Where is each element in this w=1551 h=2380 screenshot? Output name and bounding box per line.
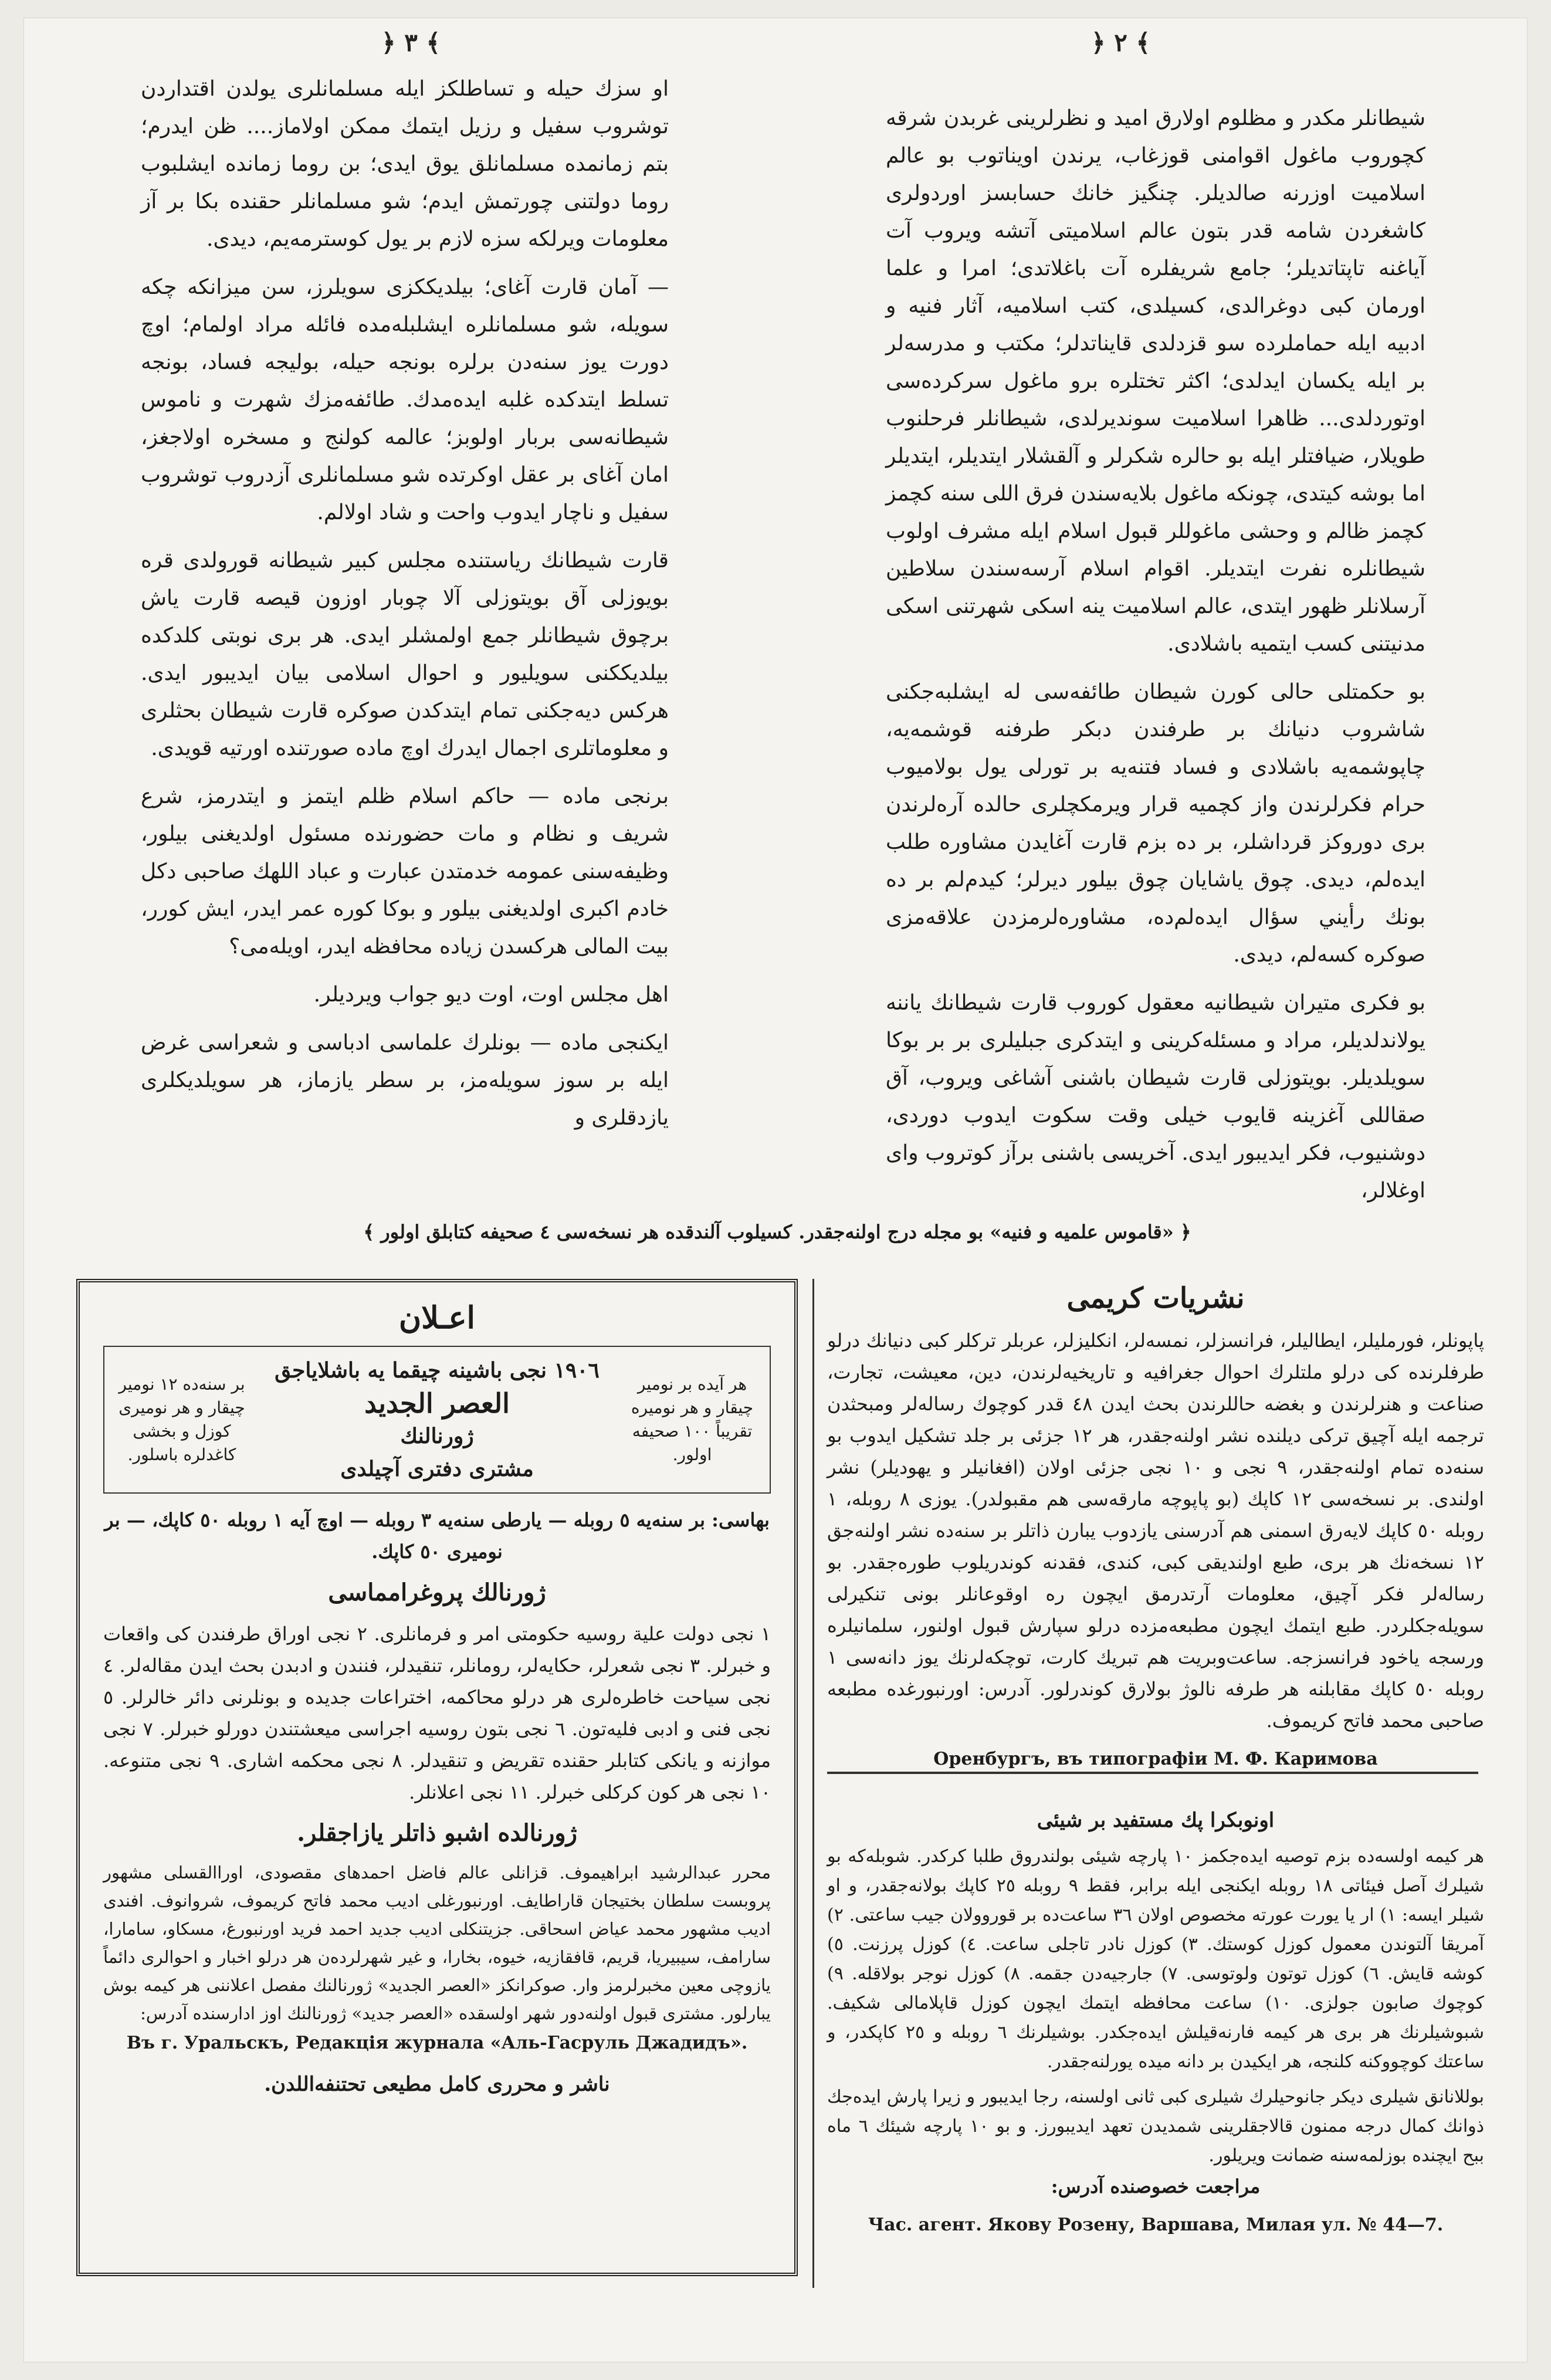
journal-name: العصر الجديد — [364, 1387, 510, 1419]
announcement-header — [103, 1346, 771, 1494]
paragraph: بو فكرى متيران شيطانيه معقول كوروب قارت شيطانك ياننه يولاندلديلر، مراد و مسئله‌كرينى و ايتدكرى جبليلرى بر بر بوكا سويلديلر. بويتوزلى قارت شيطان باشنى آشاغى ويروب، آق صقاللى آغزينه قايوب خيلى وقت سكوت ايدوب دوردى، دوشنيوب، فكر ايديبور ايدى. آخريسى باشنى برآز كوتروب واى اوغلالر، — [886, 991, 1426, 1203]
paragraph: — آمان قارت آغاى؛ بيلديككزى سويلرز، سن ميزانكه چكه سويله، شو مسلمانلره ايشلبله‌مده فائله مراد اولمام؛ اوچ دورت يوز سنه‌دن برلره بونجه حيله، بوليجه فساد، بونجه تسلط ايتدكده غلبه ايده‌مدك. طائفه‌مزك شهرت و ناموس شيطانه‌سى بربار اولوبز؛ عالمه كولنج و مسخره اولاجغز، امان آغاى بر عقل اوكرتده شو مسلمانلرى آزدروب توشروب سفيل و ناچار ايدوب واحت و شاد اولالم. — [141, 275, 669, 524]
price-line: بهاسى: بر سنه‌يه ٥ روبله — يارطى سنه‌يه ٣ روبله — اوچ آيه ١ روبله ٥٠ كاپك، — بر نوميرى ٥٠ كاپك. — [104, 1509, 770, 1563]
announcement-side-right: هر آيده بر نومير چيقار و هر نوميره تقريباً ١٠٠ صحيفه اولور. — [631, 1374, 754, 1464]
announcement-line: ژورنالنك — [400, 1424, 474, 1448]
publications-title: نشريات كريمى — [1066, 1282, 1245, 1315]
useful-items-text: هر كيمه اولسه‌ده بزم توصيه ايده‌جكمز ١٠ پارچه شيئى بولندروق طلبا كركدر. شوبله‌كه بو شيلرك آصل فيئاتى ١٨ روبله ايكنجى ايله برابر، فقط ٩ روبله ٢٥ كاپك بولانه‌جقدر، و او شيلر ايسه: ١) ار يا يورت عورته مخصوص اولان ٣٦ ساعت‌ده بر قوروولان جيب ساعتى. ٢) آمريقا آلتوندن معمول كوزل كوستك. ٣) كوزل نادر تاجلى ساعت. ٤) كوزل پرزنت. ٥) كوشه قايش. ٦) كوزل توتون ولوتوسى. ٧) جارجيه‌دن جقمه. ٨) كوزل نوجر بولاقله. ٩) كوچوك صابون جولزى. ١٠) ساعت محافظه ايتمك ايچون كوزل قاپلامالى شكيف. شبوشيلرنك هر برى هر كيمه فارنه‌قيلش ايده‌جكدر. بوشيلرنك ٦ روبله و ٢٥ كاپكدر، و ساعتك كوچو‌وكنه كلنجه، هر ايكيدن بر دانه ميده يورلنه‌جقدر. — [827, 1846, 1485, 2072]
publications-text: پاپونلر، فورمليلر، ايطاليلر، فرانسزلر، نمسه‌لر، انكليزلر، عربلر تركلر كبى دنيانك درلو طرفلرنده كى درلو ملتلرك احوال جغرافيه و تاريخيه‌لرندن، دين، معيشت، تجارت، صناعت و هنرلرندن و بغضه حاللرندن بحث ايدن ٤٨ قدر كوچوك رساله‌لر ومبحثدن ترجمه ايله آچيق تركى ديلنده نشر اولنه‌جقدر، هر ١٢ جزئى بر جلد تشكيل ايدوب بو سنه‌ده تمام اولنه‌جقدر، ٩ نجى و ١٠ نجى جزئى اولان (افغانيلر و يهوديلر) نشر اولندى. بر نسخه‌سى ١٢ كاپك (بو پاپوچه مارقه‌سى هم مقبولدر). يوزى ٨ روبله، ١ روبله ٥٠ كاپك لايه‌رق اسمنى هم آدرسنى يازدوب يبارن ذاتلر بر سنه‌ده نشر اولنه‌جق ١٢ نسخه‌نك هر برى، طبع اولنديقى كبى، كندى، فقدنه كوندريلوب طوره‌جقدر. بو رساله‌لر فكر آچيق، معلومات آرتدرمق ايچون ره اوقوعانلر بونى تنكيرلى سويله‌جكلردر. طبع ايتمك ايچون مطبعه‌مزده درلو سپارش قبول اولنور، سلمانيلره ورسجه ياخود فرانسزجه. ساعت‌و‌بريت هم تبريك كارت، توچكه‌لرنك يوز دانه‌سى ١ روبله ٥٠ كاپك مقابلنه هر طرفه نالوژ بولارق كوندرلور. آدرس: اورنبورغده مطبعه صاحبى محمد فاتح كريموف. — [827, 1329, 1485, 1732]
newspaper-spread — [23, 18, 1528, 2362]
announcement-center — [252, 1354, 622, 1485]
column-divider — [812, 1279, 814, 2288]
paragraph: قارت شيطانك رياستنده مجلس كبير شيطانه قورولدى قره بويوزلى آق بويتوزلى آلا چوبار اوزون قيصه قارت ياش برچوق شيطانلر جمع اولمشلر ايدى. هر برى نوبتى كلدكده بيلديككنى سويليور و احوال اسلامى بيان ايديبور ايدى. هركس ديه‌جكنى تمام ايتدكدن صوكره قارت شيطان بحثلرى و معلوماتلرى اجمال ايدرك اوچ ماده صورتنده اورتيه قويدى. — [141, 549, 669, 760]
printer-russian: Оренбургъ, въ типографіи М. Ф. Каримова — [933, 1749, 1378, 1769]
right-page-column — [886, 100, 1426, 1203]
page-number-left: ﴿ ٣ ﴾ — [381, 28, 441, 57]
program-title: ژورنالك پروغرامماسى — [328, 1579, 546, 1606]
paragraph: او سزك حيله و تساطلكز ايله مسلمانلرى يولدن اقتداردن توشروب سفيل و رزيل ايتمك ممكن اولاماز.... ظن ايدرم؛ بتم زمانمده مسلمانلق يوق ايدى؛ بن روما زمانده ايشلبوب روما دولتنى چورتمش ايدم؛ شو مسلمانلر حقنده بكا بر آز معلومات ويرلكه سزه لازم بر يول كوسترمه‌يم، ديدى. — [141, 77, 669, 251]
publications-ad — [827, 1279, 1484, 2248]
announcement-box — [76, 1279, 798, 2276]
writers-title: ژورنالده اشبو ذاتلر يازاجقلر. — [297, 1819, 577, 1847]
address-russian: Въ г. Уральскъ, Редакція журнала «Аль-Гасруль Джадидъ». — [126, 2033, 748, 2053]
paragraph: ايكنجى ماده — بونلرك علماسى ادباسى و شعراسى غرض ايله بر سوز سويله‌مز، بر سطر يازماز، هر سويلديكلرى يازدقلرى و — [141, 1031, 669, 1130]
writers-text: محرر عبدالرشيد ابراهيموف. قزانلى عالم فاضل احمدهاى مقصودى، اوراالقسلى مشهور پروبست سلطان بختيجان قاراطايف. اورنبورغلى اديب محمد فاتح كريموف، شروانوف. افندى اديب مشهور محمد عياض اسحاقى. جزيتنكلى اديب جديد احمد فريد اورنبورغ، مسكاو، سامارا، سارامف، سيبيريا، قريم، قافقازيه، خيوه، بخارا، و غير شهرلرده‌ن هر درلو اخبار و احوالرى دائماً يازوچى معين مخبرلرمز وار. صوكرانكز «العصر الجديد» ژورنالنك مفصل اعلاننى هر كيمه بوش يبارلور. مشترى قبول اولنه‌دور شهر اولسقده «العصر جديد» ژورنالنك اوز ادارسنده آدرس: — [103, 1863, 771, 2023]
announcement-line: مشترى دفترى آچيلدى — [340, 1457, 534, 1481]
announcement-line: ١٩٠٦ نجى باشينه چيقما يه باشلاياجق — [275, 1358, 600, 1383]
paragraph: شيطانلر مكدر و مظلوم اولارق اميد و نظرلرينى غربدن شرقه كچوروب ماغول اقوامنى قوزغاب، يرندن اويناتوب بو عالم اسلاميت اوزرنه صالديلر. چنگيز خانك حسابسز اوردولرى كاشغردن شامه قدر بتون عالم اسلاميتى آتشه ويروب آت آياغنه تاپتاتديلر؛ جامع شريفلره آت باغلاتدى؛ امرا و علما اورمان كبى دوغرالدى، كسيلدى، كتب اسلاميه، آثار فنيه و ادبيه ايله حماملرده سو قزدلدى قايناتدلر؛ مكتب و مدرسه‌لر بر ايله يكسان ايدلدى؛ اكثر تختلره برو ماغول سركرده‌سى اوتوردلدى... ظاهرا اسلاميت سونديرلدى، شيطانلر فرحلنوب طويلار، ضيافتلر ايله بو حالره شكرلر و آلقشلار ايتديلر، ايتديلر اما بوشه كيتدى، چونكه ماغول بلايه‌سندن فرق اللى سنه كچمز كچمز ظالم و وحشى ماغوللر قبول اسلام ايله مشرف اولوب شيطانلره نفرت ايتديلر. اقوام اسلام آرسه‌سندن سلاطين آرسلانلر ظهور ايتدى، عالم اسلاميت ينه اسكى شهرتنى اسكى مدنيتنى كسب ايتميه باشلادى. — [886, 106, 1425, 656]
left-page-column — [141, 70, 669, 1130]
page-number-right: ﴿ ٢ ﴾ — [1091, 28, 1151, 57]
agent-address-russian: Час. агент. Якову Розену, Варшава, Милая ул. № 44—7. — [868, 2215, 1444, 2235]
useful-items-note: بوللانانق شيلرى ديكر جانوحيلر‌ك شيلرى كبى ثانى اولسنه، رجا ايديبور و زيرا پارش ايده‌جك ذوانك كمال درجه ممنون قالاجقلرينى شمديدن تعهد ايديبورز. و بو ١٠ پارچه شيئك ٦ ماه ببح ايچنده بوزلمه‌سنه ضمانت ويريلور. — [827, 2087, 1484, 2166]
program-text: ١ نجى دولت علية روسيه حكومتى امر و فرمانلرى. ٢ نجى اوراق طرفندن كى واقعات و خبرلر. ٣ نجى شعرلر، حكايه‌لر، رومانلر، تنقيدلر، فنندن و ادبدن بحث ايدن مقاله‌لر. ٤ نجى سياحت خاطره‌لرى هر درلو محاكمه، اختراعات جديده و بونلرنى دائر خالرلر. ٥ نجى فنى و ادبى فليه‌تون. ٦ نجى بتون روسيه اجراسى ميعشتندن دورلو خبرلر. ٧ نجى موازنه و يانكى كتابلر حقنده تقريض و تنقيدلر. ٨ نجى محكمه اشارى. ٩ نجى متنوعه. ١٠ نجى هر كون كركلى خبرلر. ١١ نجى اعلانلر. — [103, 1623, 771, 1803]
announcement-side-left: بر سنه‌ده ١٢ نومير چيقار و هر نوميرى كوزل و بخشى كاغدلره باسلور. — [118, 1374, 245, 1464]
paragraph: اهل مجلس اوت، اوت ديو جواب ويرديلر. — [313, 983, 669, 1007]
useful-items-title: اونوبكرا پك مستفيد بر شيئى — [1037, 1809, 1275, 1832]
publisher-line: ناشر و محررى كامل مطيعى تحتنفه‌اللدن. — [264, 2073, 610, 2096]
paragraph: بو حكمتلى حالى كورن شيطان طائفه‌سى له ايشلبه‌جكنى شاشروب دنيانك بر طرفندن دبكر طرفنه قوشمه‌يه، چاپوشمه‌يه باشلادى و فساد فتنه‌يه بر تورلى يول بولاميوب حرام فكرلرندن واز كچميه قرار ويرمكچلرى حالده آره‌لرندن برى دوروكز قرداشلر، بر ده بزم قارت آغايدن مشاوره طلب ايده‌لم، ديدى. چوق ياشايان چوق بيلور ديرلر؛ كيدم‌لم بر ده بونك رأيني سؤال ايده‌لم‌ده، مشاوره‌لرمزدن علاقه‌مزى صوكره كسه‌لم، ديدى. — [886, 680, 1425, 967]
paragraph: برنجى ماده — حاكم اسلام ظلم ايتمز و ايتدرمز، شرع شريف و نظام و مات حضورنده مسئول اولديغنى بيلور، وظيفه‌سنى عمومه خدمتدن عبارت و عباد اللهك صاحبى دكل خادم اكبرى اولديغنى بيلور و بوكا كوره عمر ايدر، ايش كورر، بيت المالى هركسدن زياده محافظه ايدر، اويله‌مى؟ — [141, 784, 669, 959]
announcement-title: اعـلان — [399, 1300, 475, 1336]
separator-banner: ﴿ «قاموس علميه و فنيه» بو مجله درج اولنه‌جقدر. كسيلوب آلندقده هر نسخه‌سى ٤ صحيفه كتابلق اولور ﴾ — [363, 1221, 1191, 1243]
useful-items-address-label: مراجعت خصوصنده آدرس: — [1051, 2175, 1261, 2198]
